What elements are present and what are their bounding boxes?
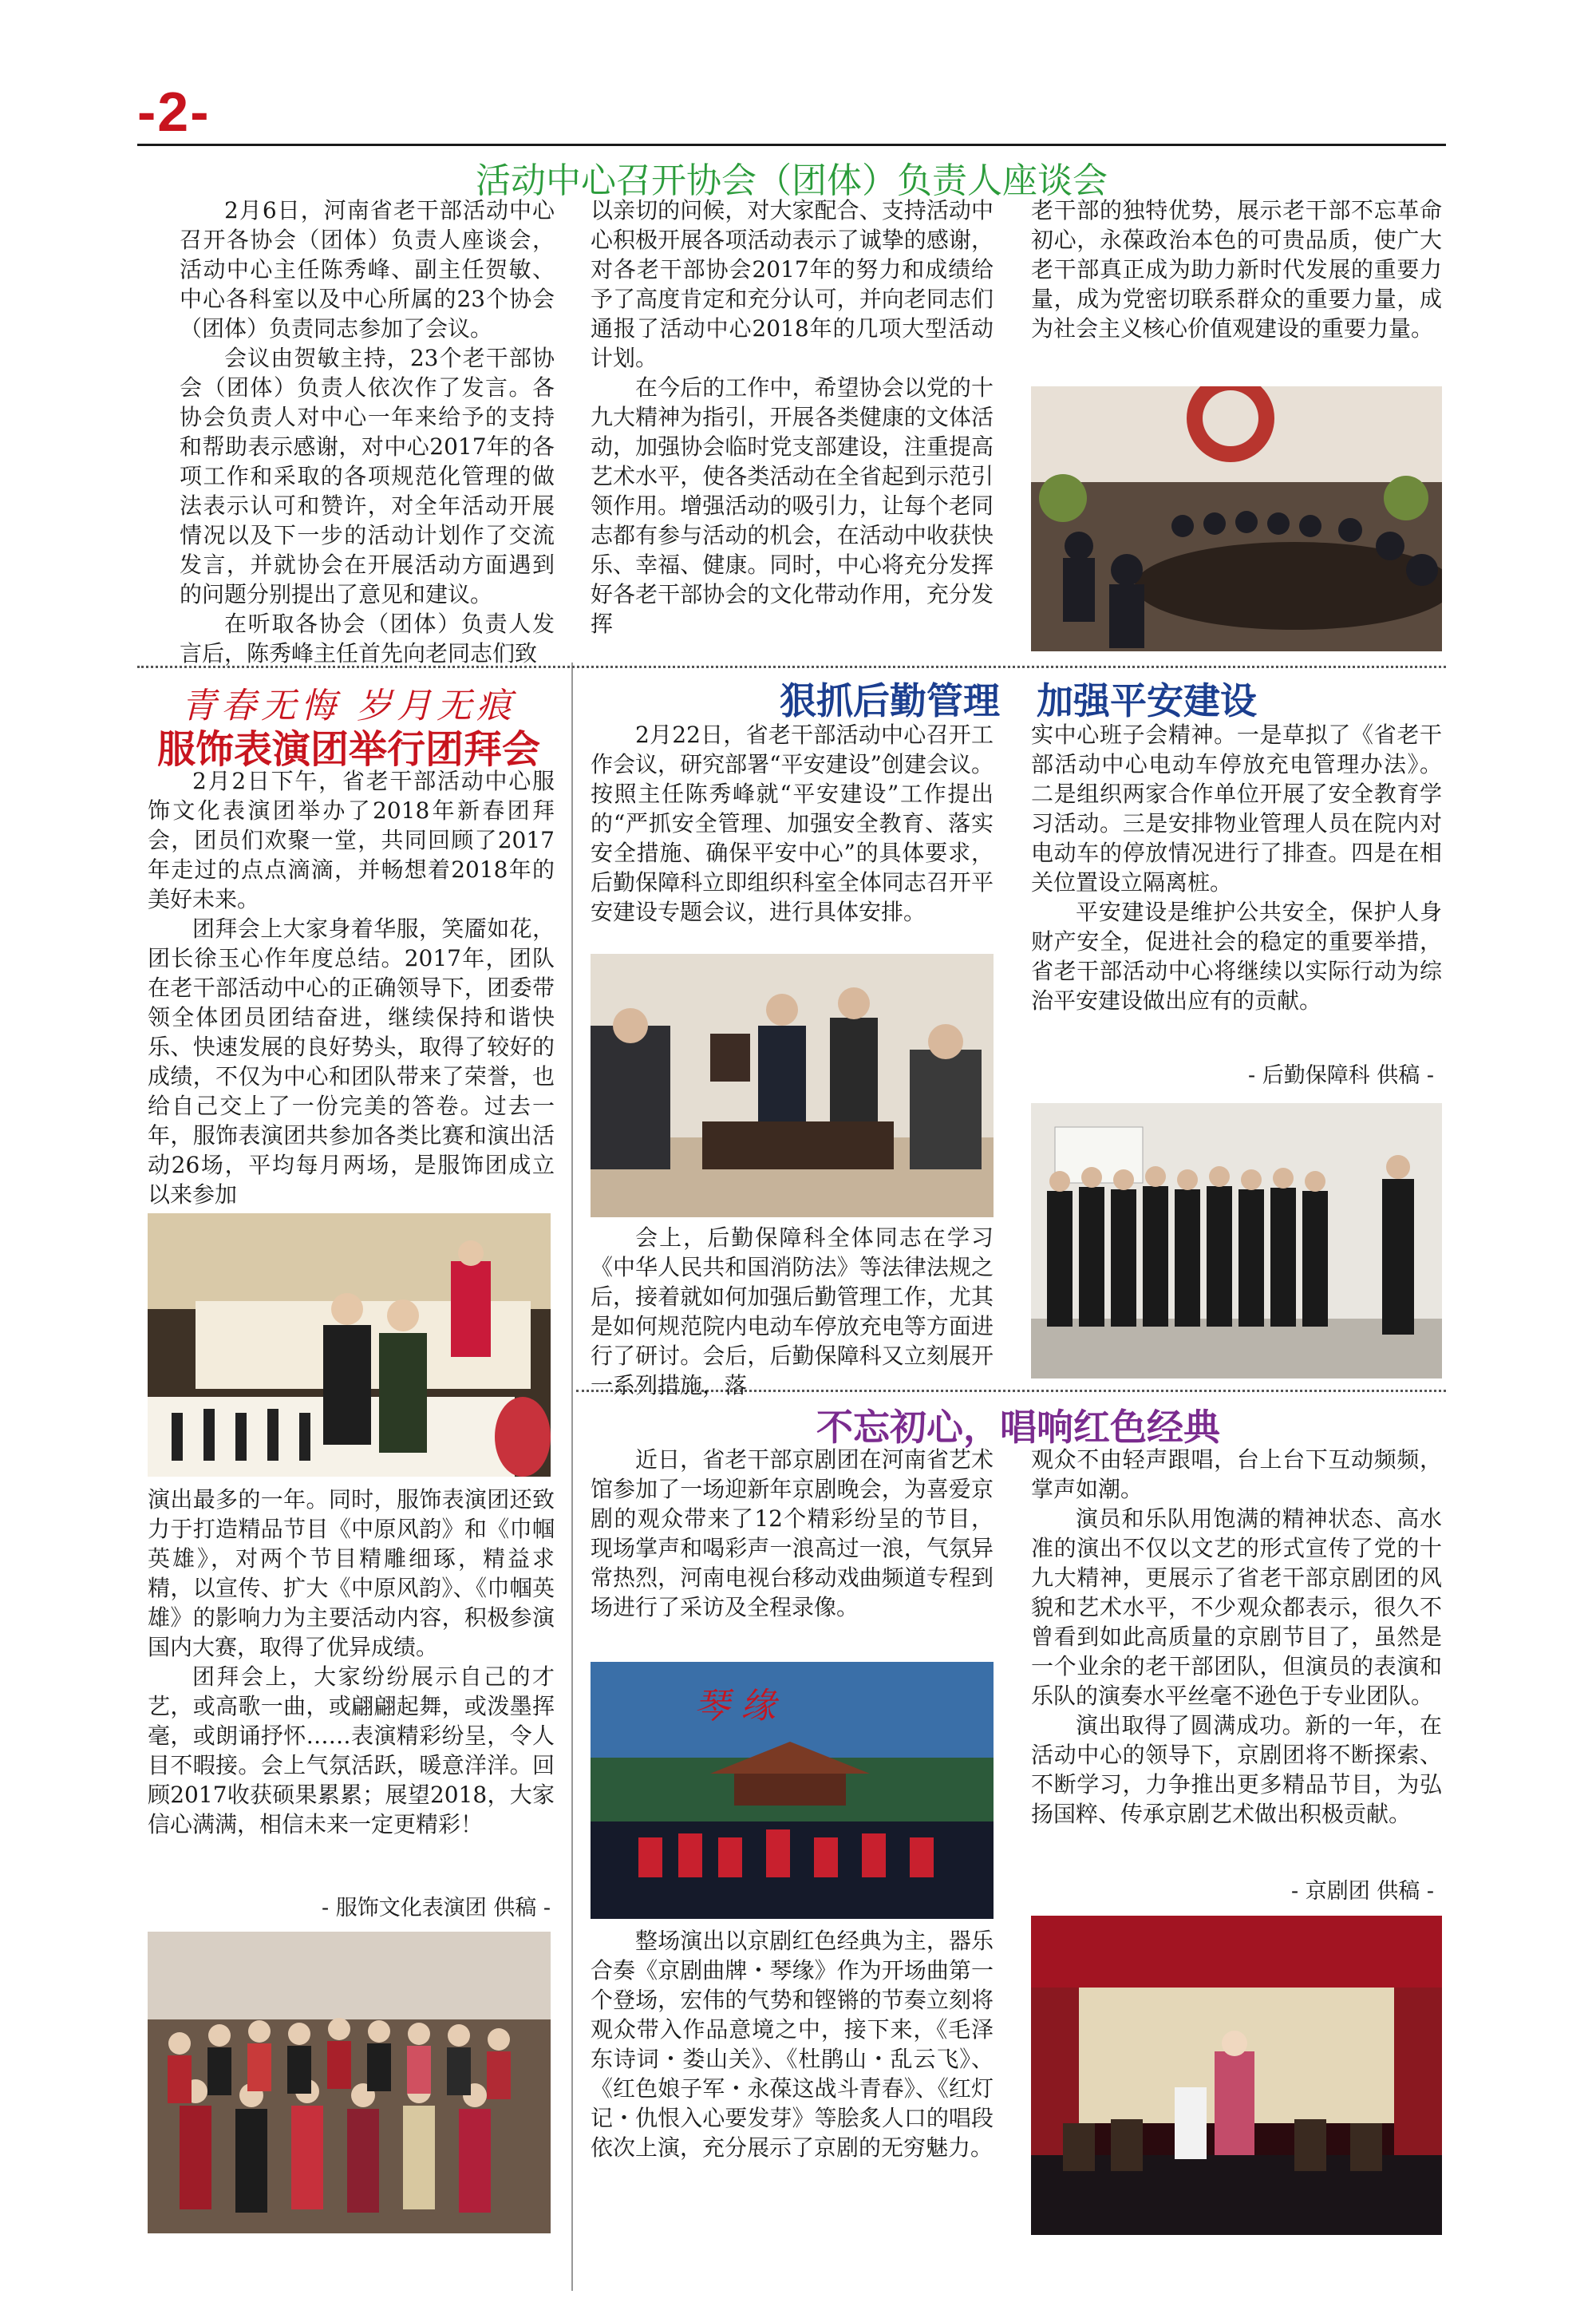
paragraph: 会上，后勤保障科全体同志在学习《中华人民共和国消防法》等法律法规之后，接着就如何加强后勤管理工作，尤其是如何规范院内电动车停放充电等方面进行了研讨。会后，后勤保障科又立刻展开一系列措施，落: [591, 1224, 994, 1398]
paragraph: 老干部的独特优势，展示老干部不忘革命初心，永葆政治本色的可贵品质，使广大老干部真正成为助力新时代发展的重要力量，成为党密切联系群众的重要力量，成为社会主义核心价值观建设的重要力量。: [1031, 197, 1442, 342]
logistics-col-1-bottom: [591, 1223, 994, 1400]
opera-col-2: [1031, 1445, 1442, 1829]
logistics-credit: - 后勤保障科 供稿 -: [1248, 1063, 1434, 1088]
paragraph: 团拜会上，大家纷纷展示自己的才艺，或高歌一曲，或翩翩起舞，或泼墨挥毫，或朗诵抒怀……表演精彩纷呈，令人目不暇接。会上气氛活跃，暖意洋洋。回顾2017收获硕果累累；展望2018，大家信心满满，相信未来一定更精彩！: [148, 1663, 555, 1837]
paragraph: 平安建设是维护公共安全，保护人身财产安全，促进社会的稳定的重要举措，省老干部活动中心将继续以实际行动为综治平安建设做出应有的贡献。: [1031, 899, 1442, 1014]
page-number: -2-: [137, 81, 211, 143]
header-rule: [137, 144, 1446, 146]
seminar-col-3: [1031, 196, 1442, 343]
safety-training-photo: [1031, 1103, 1442, 1378]
paragraph: 团拜会上大家身着华服，笑靥如花，团长徐玉心作年度总结。2017年，团队在老干部活动中心的正确领导下，团委带领全体团员团结奋进，继续保持和谐快乐、快速发展的良好势头，取得了较好的成绩，不仅为中心和团队带来了荣誉，也给自己交上了一份完美的答卷。过去一年，服饰表演团共参加各类比赛和演出活动26场，平均每月两场，是服饰团成立以来参加: [148, 916, 555, 1208]
paragraph: 演出取得了圆满成功。新的一年，在活动中心的领导下，京剧团将不断探索、不断学习，力争推出更多精品节目，为弘扬国粹、传承京剧艺术做出积极贡献。: [1031, 1712, 1442, 1827]
article-title-seminar: 活动中心召开协会（团体）负责人座谈会: [476, 160, 1108, 201]
logistics-col-1-top: [591, 720, 994, 927]
fashion-col-bottom: [148, 1485, 555, 1839]
group-photo: [148, 1932, 551, 2233]
seminar-col-1: [180, 196, 555, 668]
seminar-col-2: [591, 196, 994, 639]
opera-col-1-bottom: [591, 1926, 994, 2162]
paragraph: 整场演出以京剧红色经典为主，器乐合奏《京剧曲牌・琴缘》作为开场曲第一个登场，宏伟的气势和铿锵的节奏立刻将观众带入作品意境之中，接下来，《毛泽东诗词・娄山关》、《杜鹃山・乱云飞》、《红色娘子军・永葆这战斗青春》、《红灯记・仇恨入心要发芽》等脍炙人口的唱段依次上演，充分展示了京剧的无穷魅力。: [591, 1928, 994, 2161]
paragraph: 演出最多的一年。同时，服饰表演团还致力于打造精品节目《中原风韵》和《巾帼英雄》，对两个节目精雕细琢，精益求精，以宣传、扩大《中原风韵》、《巾帼英雄》的影响力为主要活动内容，积极参演国内大赛，取得了优异成绩。: [148, 1486, 555, 1660]
paragraph: 会议由贺敏主持，23个老干部协会（团体）负责人依次作了发言。各协会负责人对中心一年来给予的支持和帮助表示感谢，对中心2017年的各项工作和采取的各项规范化管理的做法表示认可和赞许，对全年活动开展情况以及下一步的活动计划作了交流发言，并就协会在开展活动方面遇到的问题分别提出了意见和建议。: [180, 345, 555, 607]
opera-stage-photo: [1031, 1916, 1442, 2235]
article-subtitle-fashion: 青春无悔 岁月无痕: [181, 686, 516, 726]
paragraph: 2月22日，省老干部活动中心召开工作会议，研究部署“平安建设”创建会议。按照主任陈秀峰就“平安建设”工作提出的“严抓安全管理、加强安全教育、落实安全措施、确保平安中心”的具体要求，后勤保障科立即组织科室全体同志召开平安建设专题会议，进行具体安排。: [591, 722, 994, 925]
stage-performance-photo: [591, 1662, 994, 1919]
stage-caption: 琴 缘: [694, 1686, 776, 1727]
opera-col-1-top: [591, 1445, 994, 1622]
paragraph: 观众不由轻声跟唱，台上台下互动频频，掌声如潮。: [1031, 1446, 1442, 1502]
article-title-fashion: 服饰表演团举行团拜会: [156, 727, 540, 772]
logistics-col-2: [1031, 720, 1442, 1015]
paragraph: 实中心班子会精神。一是草拟了《省老干部活动中心电动车停放充电管理办法》。二是组织两家合作单位开展了安全教育学习活动。三是安排物业管理人员在院内对电动车的停放情况进行了排查。四是在相关位置设立隔离桩。: [1031, 722, 1442, 896]
opera-credit: - 京剧团 供稿 -: [1291, 1879, 1434, 1904]
paragraph: 在听取各协会（团体）负责人发言后，陈秀峰主任首先向老同志们致: [180, 611, 555, 666]
article-title-opera: 不忘初心，唱响红色经典: [816, 1406, 1220, 1449]
paragraph: 近日，省老干部京剧团在河南省艺术馆参加了一场迎新年京剧晚会，为喜爱京剧的观众带来了12个精彩纷呈的节目，现场掌声和喝彩声一浪高过一浪，气氛异常热烈，河南电视台移动戏曲频道专程到场进行了采访及全程录像。: [591, 1446, 994, 1620]
paragraph: 2月2日下午，省老干部活动中心服饰文化表演团举办了2018年新春团拜会，团员们欢聚一堂，共同回顾了2017年走过的点点滴滴，并畅想着2018年的美好未来。: [148, 768, 555, 912]
paragraph: 在今后的工作中，希望协会以党的十九大精神为指引，开展各类健康的文体活动，加强协会临时党支部建设，注重提高艺术水平，使各类活动在全省起到示范引领作用。增强活动的吸引力，让每个老同志都有参与活动的机会，在活动中收获快乐、幸福、健康。同时，中心将充分发挥好各老干部协会的文化带动作用，充分发挥: [591, 374, 994, 637]
column-divider: [571, 663, 573, 2291]
section-divider: [137, 666, 1446, 668]
paragraph: 以亲切的问候，对大家配合、支持活动中心积极开展各项活动表示了诚挚的感谢，对各老干部协会2017年的努力和成绩给予了高度肯定和充分认可，并向老同志们通报了活动中心2018年的几项大型活动计划。: [591, 197, 994, 371]
paragraph: 演员和乐队用饱满的精神状态、高水准的演出不仅以文艺的形式宣传了党的十九大精神，更展示了省老干部京剧团的风貌和艺术水平，不少观众都表示，很久不曾看到如此高质量的京剧节目了，虽然是一个业余的老干部团队，但演员的表演和乐队的演奏水平丝毫不逊色于专业团队。: [1031, 1505, 1442, 1709]
fashion-credit: - 服饰文化表演团 供稿 -: [322, 1896, 551, 1920]
meeting-office-photo: [591, 954, 994, 1217]
paragraph: 2月6日，河南省老干部活动中心召开各协会（团体）负责人座谈会，活动中心主任陈秀峰、副主任贺敏、中心各科室以及中心所属的23个协会（团体）负责同志参加了会议。: [180, 197, 555, 342]
article-title-logistics: 狠抓后勤管理 加强平安建设: [780, 679, 1257, 722]
fashion-col-top: [148, 766, 555, 1209]
meeting-photo: [1031, 386, 1442, 651]
calligraphy-photo: [148, 1213, 551, 1477]
